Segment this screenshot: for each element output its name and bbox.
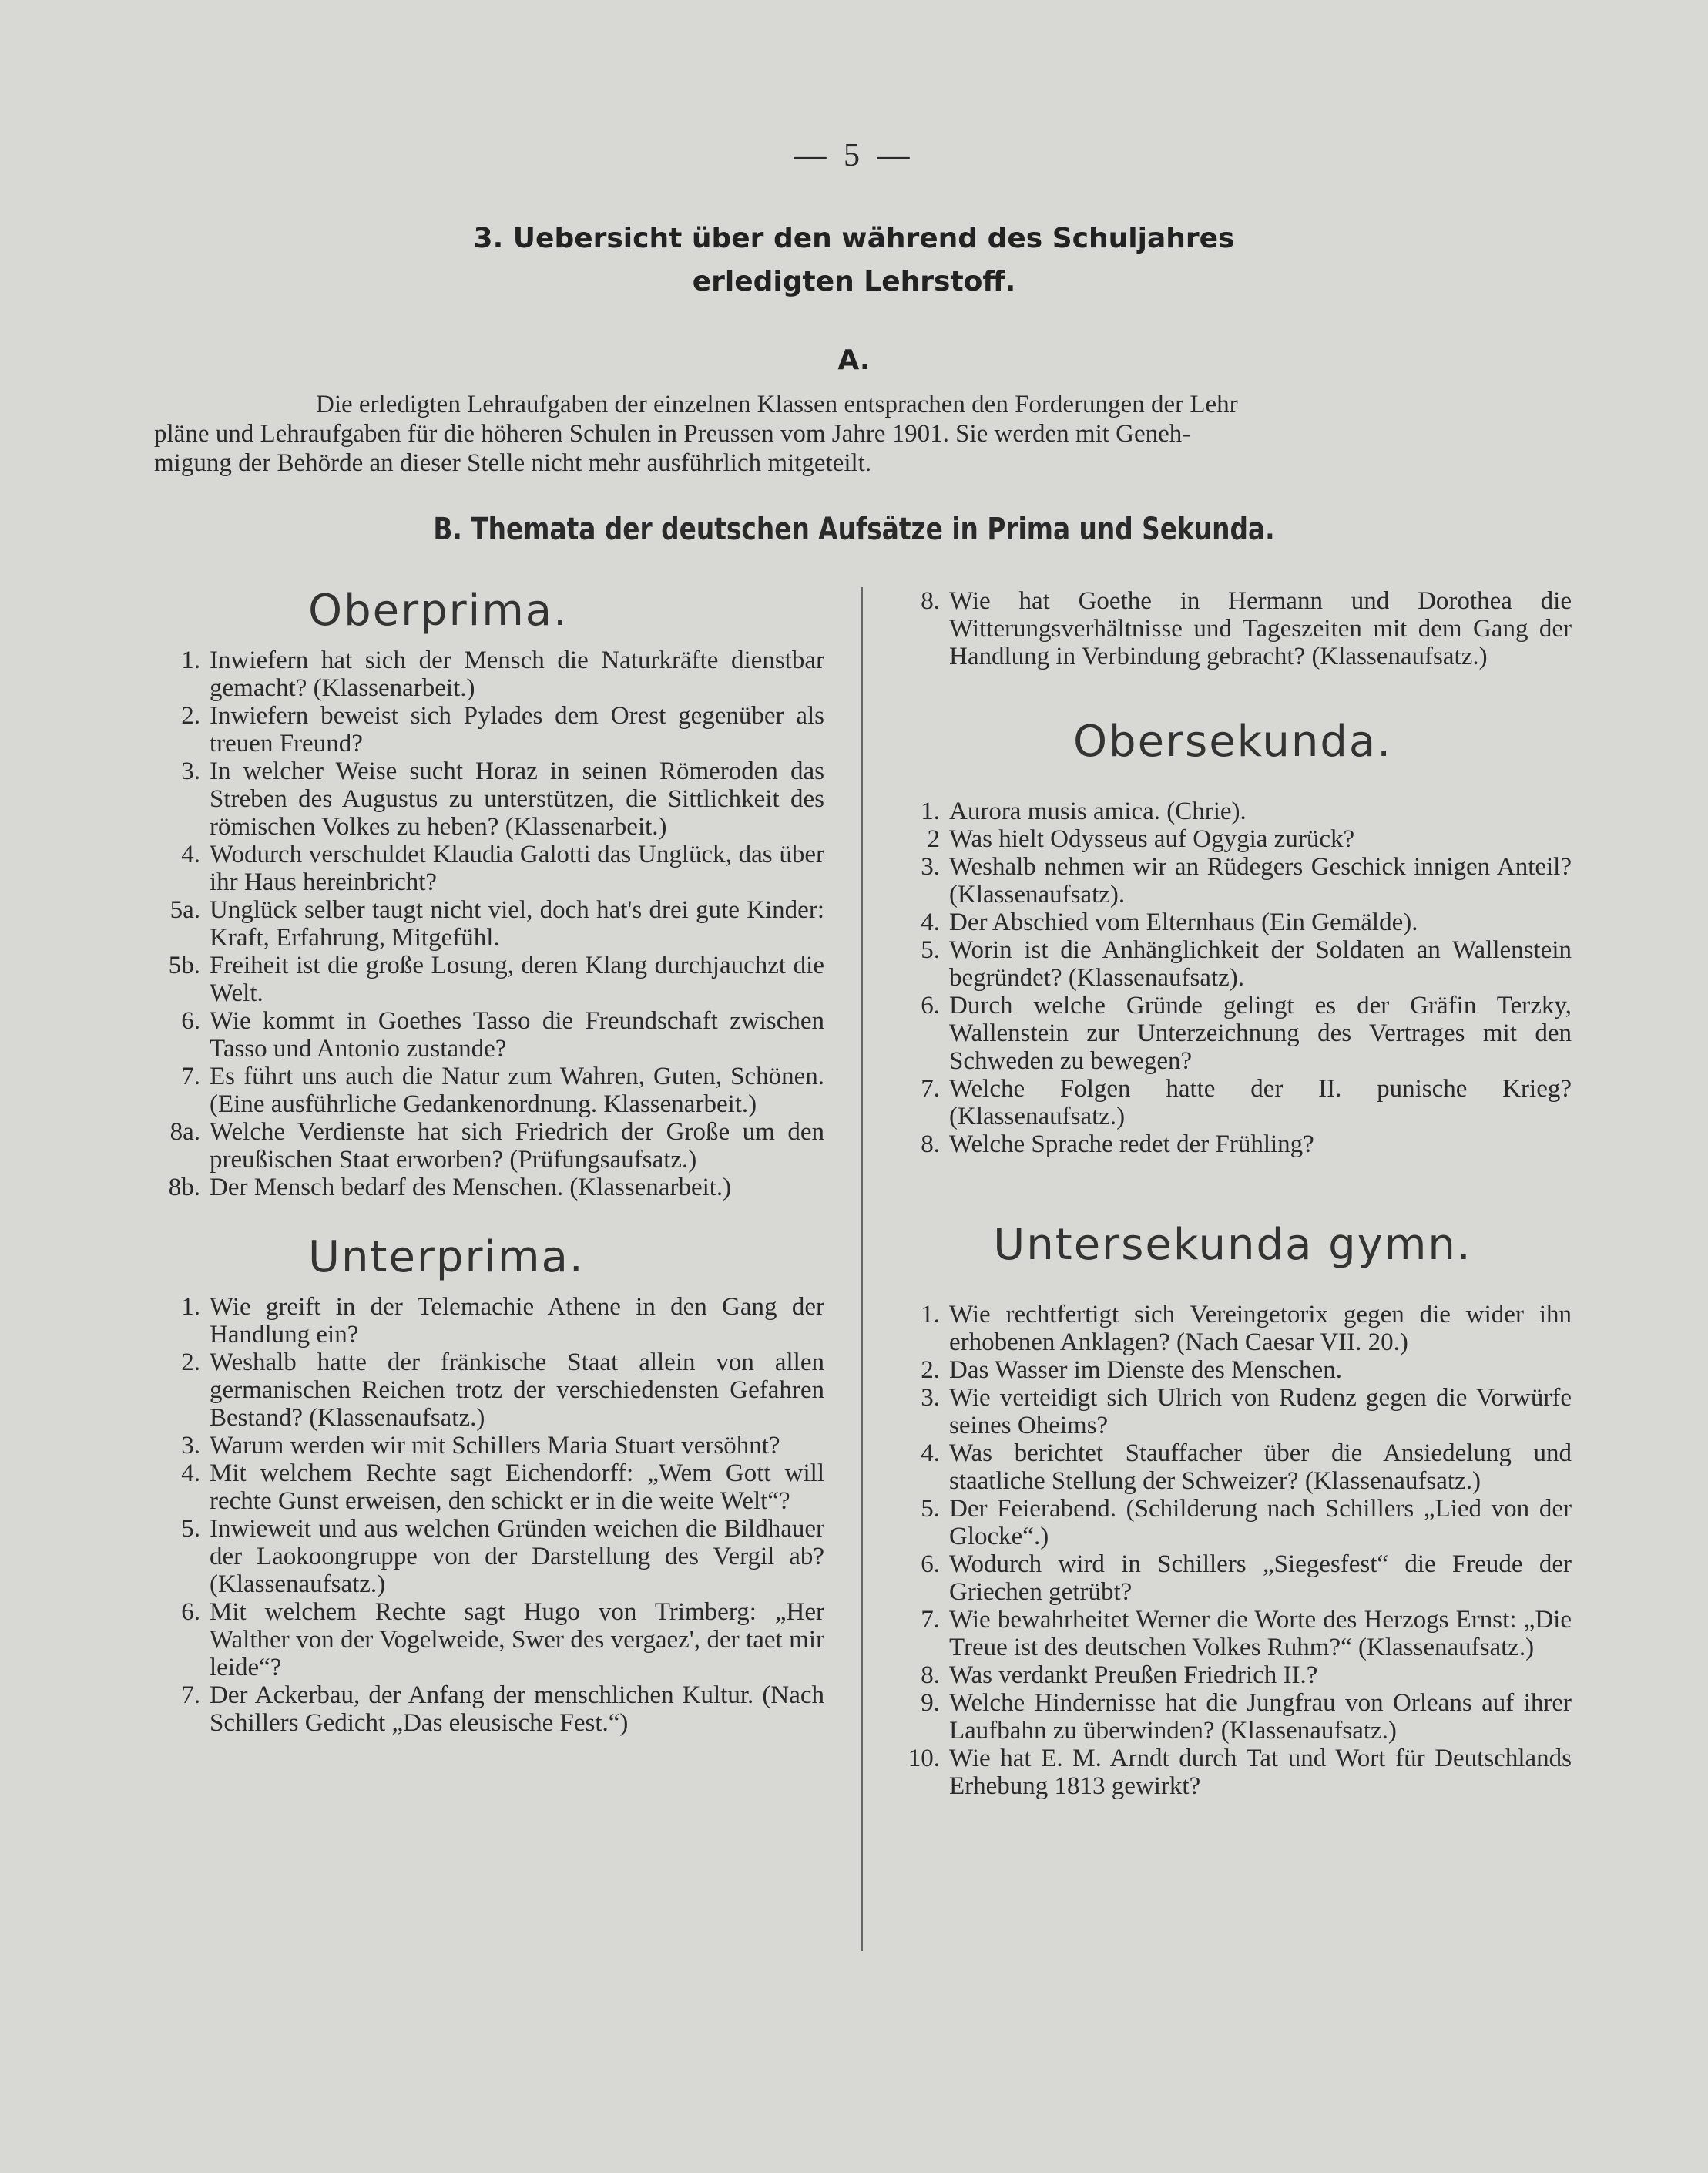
item-text: Wie rechtfertigt sich Vereingetorix gegen die wider ihn erhobenen Anklagen? (Nach Caesar VII. 20.) bbox=[949, 1301, 1572, 1356]
item-number: 4. bbox=[181, 1459, 200, 1487]
item-number: 8. bbox=[921, 587, 940, 615]
list-item bbox=[894, 825, 1572, 853]
item-number: 8. bbox=[921, 1130, 940, 1158]
oberprima-continued-list bbox=[894, 587, 1572, 670]
item-text: Der Ackerbau, der Anfang der menschlichen Kultur. (Nach Schillers Gedicht „Das eleusische Fest.“) bbox=[210, 1681, 824, 1737]
item-number: 5b. bbox=[168, 952, 200, 979]
list-item bbox=[154, 1293, 824, 1348]
item-number: 8a. bbox=[169, 1118, 200, 1146]
item-number: 2. bbox=[181, 1348, 200, 1376]
list-item bbox=[894, 1356, 1572, 1384]
item-text: Was verdankt Preußen Friedrich II.? bbox=[949, 1661, 1318, 1689]
item-number: 4. bbox=[181, 841, 200, 868]
item-text: Weshalb nehmen wir an Rüdegers Geschick innigen Anteil? (Klassenaufsatz). bbox=[949, 853, 1572, 908]
obersekunda-list bbox=[894, 798, 1572, 1158]
item-text: In welcher Weise sucht Horaz in seinen Römeroden das Streben des Augustus zu unterstützen, die Sittlichkeit des römischen Volkes zu heben? (Klassenarbeit.) bbox=[210, 757, 824, 841]
list-item bbox=[154, 757, 824, 841]
list-item bbox=[154, 647, 824, 702]
list-item bbox=[894, 1495, 1572, 1550]
item-text: Unglück selber taugt nicht viel, doch hat's drei gute Kinder: Kraft, Erfahrung, Mitgefühl. bbox=[210, 896, 824, 952]
list-item bbox=[894, 1661, 1572, 1689]
item-number: 8b. bbox=[168, 1174, 200, 1201]
item-number: 3. bbox=[181, 1432, 200, 1459]
item-text: Mit welchem Rechte sagt Eichendorff: „Wem Gott will rechte Gunst erweisen, den schickt er in die weite Welt“? bbox=[210, 1459, 824, 1515]
item-text: Der Feierabend. (Schilderung nach Schillers „Lied von der Glocke“.) bbox=[949, 1495, 1572, 1550]
item-text: Welche Sprache redet der Frühling? bbox=[949, 1130, 1314, 1158]
unterprima-title: Unterprima. bbox=[308, 1232, 585, 1282]
item-text: Wie greift in der Telemachie Athene in den Gang der Handlung ein? bbox=[210, 1293, 824, 1348]
list-item bbox=[154, 1063, 824, 1118]
item-text: Inwiefern hat sich der Mensch die Naturkräfte dienstbar gemacht? (Klassenarbeit.) bbox=[210, 647, 824, 702]
item-text: Durch welche Gründe gelingt es der Gräfin Terzky, Wallenstein zur Unterzeichnung des Vertrages mit den Schweden zu bewegen? bbox=[949, 992, 1572, 1075]
item-number: 2. bbox=[921, 1356, 940, 1384]
item-number: 6. bbox=[921, 1550, 940, 1578]
list-item bbox=[894, 1301, 1572, 1356]
item-number: 4. bbox=[921, 1439, 940, 1467]
list-item bbox=[894, 587, 1572, 670]
item-number: 6. bbox=[181, 1598, 200, 1626]
item-text: Worin ist die Anhänglichkeit der Soldaten an Wallenstein begründet? (Klassenaufsatz). bbox=[949, 936, 1572, 992]
item-number: 5a. bbox=[169, 896, 200, 924]
item-text: Welche Verdienste hat sich Friedrich der Große um den preußischen Staat erworben? (Prüfungsaufsatz.) bbox=[210, 1118, 824, 1174]
main-heading-line1: 3. Uebersicht über den während des Schuljahres bbox=[473, 223, 1235, 254]
list-item bbox=[894, 1745, 1572, 1800]
item-number: 2 bbox=[927, 825, 940, 853]
item-text: Was hielt Odysseus auf Ogygia zurück? bbox=[949, 825, 1355, 853]
list-item bbox=[894, 1130, 1572, 1158]
item-number: 1. bbox=[181, 1293, 200, 1321]
intro-paragraph bbox=[154, 390, 1564, 478]
item-text: Wie kommt in Goethes Tasso die Freundschaft zwischen Tasso und Antonio zustande? bbox=[210, 1007, 824, 1063]
list-item bbox=[154, 702, 824, 757]
item-number: 1. bbox=[181, 647, 200, 674]
list-item bbox=[154, 1348, 824, 1432]
intro-line: pläne und Lehraufgaben für die höheren Schulen in Preussen vom Jahre 1901. Sie werden mit Geneh- bbox=[154, 420, 1191, 448]
list-item bbox=[894, 853, 1572, 908]
list-item bbox=[894, 1384, 1572, 1439]
item-number: 1. bbox=[921, 1301, 940, 1328]
list-item bbox=[894, 1689, 1572, 1745]
item-text: Der Abschied vom Elternhaus (Ein Gemälde). bbox=[949, 908, 1418, 936]
item-text: Was berichtet Stauffacher über die Ansiedelung und staatliche Stellung der Schweizer? (Klassenaufsatz.) bbox=[949, 1439, 1572, 1495]
list-item bbox=[894, 1439, 1572, 1495]
list-item bbox=[154, 1598, 824, 1681]
list-item bbox=[894, 936, 1572, 992]
oberprima-list bbox=[154, 647, 824, 1201]
item-number: 6. bbox=[921, 992, 940, 1019]
item-text: Weshalb hatte der fränkische Staat allein von allen germanischen Reichen trotz der verschiedensten Gefahren Bestand? (Klassenaufsatz.) bbox=[210, 1348, 824, 1432]
item-number: 7. bbox=[181, 1681, 200, 1709]
list-item bbox=[894, 1550, 1572, 1606]
list-item bbox=[894, 798, 1572, 825]
item-number: 7. bbox=[921, 1606, 940, 1634]
item-number: 8. bbox=[921, 1661, 940, 1689]
item-number: 6. bbox=[181, 1007, 200, 1035]
item-number: 5. bbox=[921, 936, 940, 964]
intro-line: migung der Behörde an dieser Stelle nicht mehr ausführlich mitgeteilt. bbox=[154, 449, 872, 477]
unterprima-list bbox=[154, 1293, 824, 1737]
intro-line: Die erledigten Lehraufgaben der einzelnen Klassen entsprachen den Forderungen der Lehr bbox=[316, 391, 1238, 418]
item-number: 10. bbox=[908, 1745, 940, 1772]
list-item bbox=[894, 1606, 1572, 1661]
item-text: Wodurch verschuldet Klaudia Galotti das Unglück, das über ihr Haus hereinbricht? bbox=[210, 841, 824, 896]
item-text: Welche Folgen hatte der II. punische Krieg? (Klassenaufsatz.) bbox=[949, 1075, 1572, 1130]
item-text: Es führt uns auch die Natur zum Wahren, Guten, Schönen. (Eine ausführliche Gedankenordnung. Klassenarbeit.) bbox=[210, 1063, 824, 1118]
page-number: — 5 — bbox=[794, 138, 914, 173]
item-text: Aurora musis amica. (Chrie). bbox=[949, 798, 1247, 825]
list-item bbox=[154, 1459, 824, 1515]
item-text: Welche Hindernisse hat die Jungfrau von Orleans auf ihrer Laufbahn zu überwinden? (Klassenaufsatz.) bbox=[949, 1689, 1572, 1745]
section-a-heading: A. bbox=[837, 344, 871, 376]
item-text: Wodurch wird in Schillers „Siegesfest“ die Freude der Griechen getrübt? bbox=[949, 1550, 1572, 1606]
list-item bbox=[154, 952, 824, 1007]
item-number: 7. bbox=[921, 1075, 940, 1103]
list-item bbox=[154, 1174, 824, 1201]
item-text: Der Mensch bedarf des Menschen. (Klassenarbeit.) bbox=[210, 1174, 732, 1201]
list-item bbox=[154, 1432, 824, 1459]
item-number: 2. bbox=[181, 702, 200, 730]
column-divider bbox=[861, 587, 863, 1951]
right-column bbox=[894, 587, 1572, 1800]
item-number: 1. bbox=[921, 798, 940, 825]
list-item bbox=[154, 896, 824, 952]
item-number: 3. bbox=[181, 757, 200, 785]
item-text: Inwiefern beweist sich Pylades dem Orest gegenüber als treuen Freund? bbox=[210, 702, 824, 757]
item-text: Wie verteidigt sich Ulrich von Rudenz gegen die Vorwürfe seines Oheims? bbox=[949, 1384, 1572, 1439]
item-number: 3. bbox=[921, 1384, 940, 1412]
list-item bbox=[154, 1118, 824, 1174]
item-text: Mit welchem Rechte sagt Hugo von Trimberg: „Her Walther von der Vogelweide, Swer des vergaez', der taet mir leide“? bbox=[210, 1598, 824, 1681]
list-item bbox=[154, 841, 824, 896]
list-item bbox=[894, 1075, 1572, 1130]
list-item bbox=[154, 1007, 824, 1063]
item-text: Das Wasser im Dienste des Menschen. bbox=[949, 1356, 1342, 1384]
list-item bbox=[154, 1681, 824, 1737]
list-item bbox=[894, 992, 1572, 1075]
section-b-heading: B. Themata der deutschen Aufsätze in Prima und Sekunda. bbox=[433, 512, 1275, 547]
item-number: 5. bbox=[921, 1495, 940, 1523]
item-text: Wie hat E. M. Arndt durch Tat und Wort für Deutschlands Erhebung 1813 gewirkt? bbox=[949, 1745, 1572, 1800]
main-heading-line2: erledigten Lehrstoff. bbox=[692, 266, 1016, 297]
item-number: 3. bbox=[921, 853, 940, 881]
item-text: Inwieweit und aus welchen Gründen weichen die Bildhauer der Laokoongruppe von der Darstellung des Vergil ab? (Klassenaufsatz.) bbox=[210, 1515, 824, 1598]
item-number: 7. bbox=[181, 1063, 200, 1090]
item-text: Wie bewahrheitet Werner die Worte des Herzogs Ernst: „Die Treue ist des deutschen Volkes Ruhm?“ (Klassenaufsatz.) bbox=[949, 1606, 1572, 1661]
item-number: 4. bbox=[921, 908, 940, 936]
left-column bbox=[154, 586, 824, 1737]
list-item bbox=[154, 1515, 824, 1598]
item-text: Wie hat Goethe in Hermann und Dorothea die Witterungsverhältnisse und Tageszeiten mit dem Gang der Handlung in Verbindung gebracht? (Klassenaufsatz.) bbox=[949, 587, 1572, 670]
obersekunda-title: Obersekunda. bbox=[1072, 717, 1393, 767]
untersekunda-title: Untersekunda gymn. bbox=[993, 1220, 1472, 1270]
item-number: 9. bbox=[921, 1689, 940, 1717]
list-item bbox=[894, 908, 1572, 936]
item-text: Freiheit ist die große Losung, deren Klang durchjauchzt die Welt. bbox=[210, 952, 824, 1007]
untersekunda-list bbox=[894, 1301, 1572, 1800]
oberprima-title: Oberprima. bbox=[308, 586, 569, 636]
item-number: 5. bbox=[181, 1515, 200, 1543]
item-text: Warum werden wir mit Schillers Maria Stuart versöhnt? bbox=[210, 1432, 780, 1459]
